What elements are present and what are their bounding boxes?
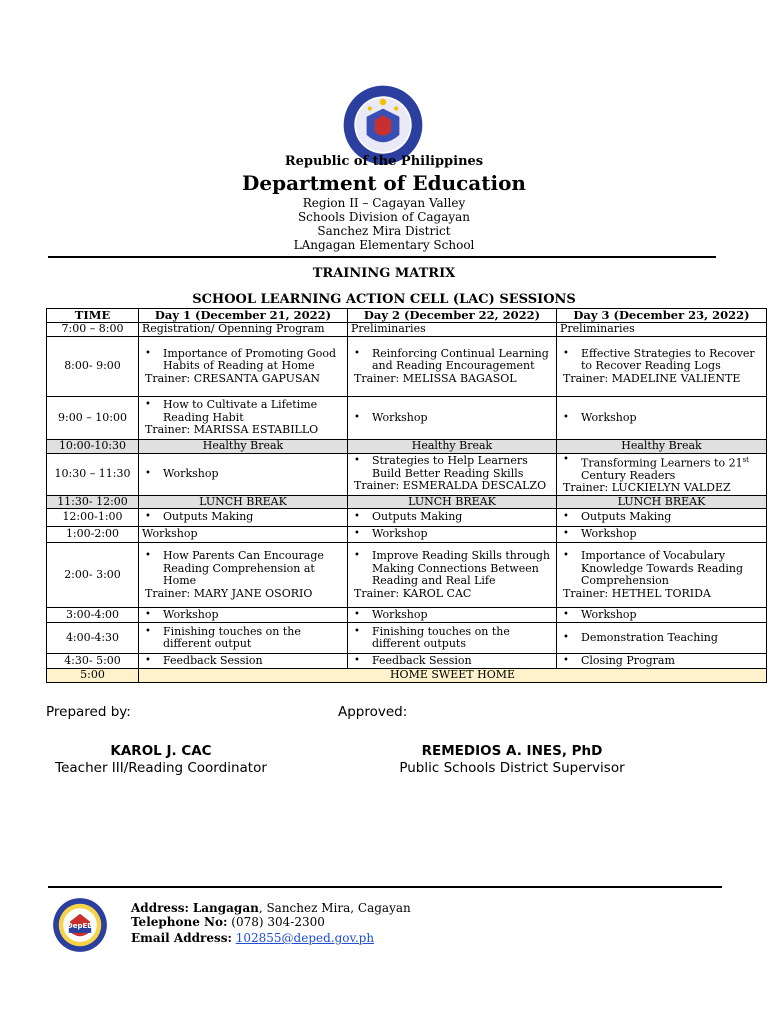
footer-address: Address: Langagan, Sanchez Mira, Cagayan xyxy=(131,901,411,915)
day2-cell: • Finishing touches on the different outputs xyxy=(348,623,557,654)
day3-cell: • Effective Strategies to Recover to Recover Reading Logs Trainer: MADELINE VALIENTE xyxy=(557,337,767,397)
day3-break-cell: LUNCH BREAK xyxy=(557,495,767,509)
break-row xyxy=(47,440,767,454)
day1-cell: • Feedback Session xyxy=(139,654,348,669)
break-row xyxy=(47,495,767,509)
session-topic: Finishing touches on the different output xyxy=(163,624,301,651)
day1-cell: Registration/ Openning Program xyxy=(139,323,348,337)
day1-cell: • Workshop xyxy=(139,453,348,495)
footer-divider xyxy=(48,886,722,888)
time-cell: 4:00-4:30 xyxy=(47,623,139,654)
approved-title: Public Schools District Supervisor xyxy=(399,760,625,776)
session-topic: Workshop xyxy=(581,607,637,621)
table-row xyxy=(47,453,767,495)
email-link[interactable]: 102855@deped.gov.ph xyxy=(235,931,375,945)
trainer-label: Trainer: ESMERALDA DESCALZO xyxy=(354,479,547,493)
time-cell: 12:00-1:00 xyxy=(47,509,139,527)
day2-break-cell: Healthy Break xyxy=(348,440,557,454)
session-topic: Workshop xyxy=(163,466,219,480)
table-header-row xyxy=(47,309,767,323)
table-row xyxy=(47,527,767,543)
day3-cell: • Closing Program xyxy=(557,654,767,669)
time-cell: 11:30- 12:00 xyxy=(47,495,139,509)
deped-logo-text: DepED xyxy=(66,922,94,930)
day2-cell: • Outputs Making xyxy=(348,509,557,527)
time-cell: 10:30 – 11:30 xyxy=(47,453,139,495)
trainer-label: Trainer: KAROL CAC xyxy=(354,586,472,600)
table-row xyxy=(47,337,767,397)
trainer-label: Trainer: CRESANTA GAPUSAN xyxy=(145,371,321,385)
session-topic: Finishing touches on the different outputs xyxy=(372,624,510,651)
session-topic: Closing Program xyxy=(581,653,675,667)
day2-cell: • Workshop xyxy=(348,608,557,623)
time-cell: 3:00-4:00 xyxy=(47,608,139,623)
training-matrix-table xyxy=(46,308,767,683)
day1-cell: • Workshop xyxy=(139,608,348,623)
day3-cell: • Workshop xyxy=(557,608,767,623)
session-topic: Feedback Session xyxy=(372,653,472,667)
day1-cell: Workshop xyxy=(139,527,348,543)
session-topic: Workshop xyxy=(372,607,428,621)
day1-cell: • How to Cultivate a Lifetime Reading Habit Trainer: MARISSA ESTABILLO xyxy=(139,397,348,440)
session-topic: Reinforcing Continual Learning and Reading Encouragement xyxy=(372,346,549,373)
day1-cell: • How Parents Can Encourage Reading Comprehension at Home Trainer: MARY JANE OSORIO xyxy=(139,543,348,608)
session-topic: Workshop xyxy=(163,607,219,621)
day2-break-cell: LUNCH BREAK xyxy=(348,495,557,509)
home-sweet-home-cell: HOME SWEET HOME xyxy=(139,669,767,683)
time-cell: 10:00-10:30 xyxy=(47,440,139,454)
table-row xyxy=(47,623,767,654)
session-topic: Feedback Session xyxy=(163,653,263,667)
day3-break-cell: Healthy Break xyxy=(557,440,767,454)
session-topic: Outputs Making xyxy=(581,510,672,524)
day3-cell: • Importance of Vocabulary Knowledge Towards Reading Comprehension Trainer: HETHEL TORIDA xyxy=(557,543,767,608)
session-topic: Importance of Promoting Good Habits of Reading at Home xyxy=(163,346,337,373)
day3-cell: • Demonstration Teaching xyxy=(557,623,767,654)
district-line: Sanchez Mira District xyxy=(317,224,451,238)
time-cell: 2:00- 3:00 xyxy=(47,543,139,608)
trainer-label: Trainer: MELISSA BAGASOL xyxy=(354,371,517,385)
table-row xyxy=(47,608,767,623)
table-row xyxy=(47,543,767,608)
session-topic: Effective Strategies to Recover to Recover Reading Logs xyxy=(581,346,755,373)
prepared-name: KAROL J. CAC xyxy=(110,743,212,759)
session-topic: Transforming Learners to 21st Century Readers xyxy=(581,455,749,482)
session-topic: Demonstration Teaching xyxy=(581,630,718,644)
time-cell: 7:00 – 8:00 xyxy=(47,323,139,337)
trainer-label: Trainer: HETHEL TORIDA xyxy=(563,586,711,600)
approved-label: Approved: xyxy=(338,704,408,720)
day2-cell: • Workshop xyxy=(348,397,557,440)
time-cell: 5:00 xyxy=(47,669,139,683)
session-topic: Workshop xyxy=(372,527,428,541)
day3-cell: • Transforming Learners to 21st Century Readers Trainer: LUCKIELYN VALDEZ xyxy=(557,453,767,495)
day1-break-cell: LUNCH BREAK xyxy=(139,495,348,509)
division-line: Schools Division of Cagayan xyxy=(297,210,471,224)
header-day3: Day 3 (December 23, 2022) xyxy=(557,309,767,323)
header-divider xyxy=(48,256,716,258)
day3-cell: • Workshop xyxy=(557,397,767,440)
header-day2: Day 2 (December 22, 2022) xyxy=(348,309,557,323)
closing-row xyxy=(47,669,767,683)
day2-cell: • Improve Reading Skills through Making Connections Between Reading and Real Life Trainer: KAROL CAC xyxy=(348,543,557,608)
trainer-label: Trainer: MADELINE VALIENTE xyxy=(563,371,741,385)
time-cell: 9:00 – 10:00 xyxy=(47,397,139,440)
day2-cell: • Strategies to Help Learners Build Better Reading Skills Trainer: ESMERALDA DESCALZO xyxy=(348,453,557,495)
table-row xyxy=(47,397,767,440)
session-topic: Outputs Making xyxy=(163,510,254,524)
day2-cell: • Reinforcing Continual Learning and Reading Encouragement Trainer: MELISSA BAGASOL xyxy=(348,337,557,397)
day3-cell: Preliminaries xyxy=(557,323,767,337)
table-row xyxy=(47,654,767,669)
session-topic: Workshop xyxy=(581,527,637,541)
session-topic: Improve Reading Skills through Making Connections Between Reading and Real Life xyxy=(372,549,550,588)
session-topic: How to Cultivate a Lifetime Reading Habit xyxy=(163,398,318,424)
header-time: TIME xyxy=(47,309,139,323)
matrix-title: TRAINING MATRIX xyxy=(312,266,456,281)
day3-cell: • Outputs Making xyxy=(557,509,767,527)
footer-telephone: Telephone No: (078) 304-2300 xyxy=(131,915,325,929)
republic-line: Republic of the Philippines xyxy=(284,154,484,169)
day1-break-cell: Healthy Break xyxy=(139,440,348,454)
time-cell: 8:00- 9:00 xyxy=(47,337,139,397)
prepared-title: Teacher III/Reading Coordinator xyxy=(55,760,267,776)
footer-email: Email Address: 102855@deped.gov.ph xyxy=(131,931,375,945)
day1-cell: • Outputs Making xyxy=(139,509,348,527)
region-line: Region II – Cagayan Valley xyxy=(302,196,466,210)
department-title: Department of Education xyxy=(242,171,526,195)
trainer-label: Trainer: MARISSA ESTABILLO xyxy=(145,423,319,437)
prepared-by-label: Prepared by: xyxy=(46,704,131,720)
session-topic: Importance of Vocabulary Knowledge Towards Reading Comprehension xyxy=(581,549,744,588)
table-row xyxy=(47,323,767,337)
day3-cell: • Workshop xyxy=(557,527,767,543)
session-topic: Strategies to Help Learners Build Better Reading Skills xyxy=(372,454,528,480)
time-cell: 1:00-2:00 xyxy=(47,527,139,543)
trainer-label: Trainer: LUCKIELYN VALDEZ xyxy=(563,481,731,495)
session-topic: Workshop xyxy=(581,410,637,424)
approved-name: REMEDIOS A. INES, PhD xyxy=(421,743,603,759)
day2-cell: • Feedback Session xyxy=(348,654,557,669)
table-row xyxy=(47,509,767,527)
day2-cell: Preliminaries xyxy=(348,323,557,337)
day1-cell: • Importance of Promoting Good Habits of Reading at Home Trainer: CRESANTA GAPUSAN xyxy=(139,337,348,397)
trainer-label: Trainer: MARY JANE OSORIO xyxy=(145,586,313,600)
day2-cell: • Workshop xyxy=(348,527,557,543)
session-topic: Outputs Making xyxy=(372,510,463,524)
day1-cell: • Finishing touches on the different output xyxy=(139,623,348,654)
lac-subtitle: SCHOOL LEARNING ACTION CELL (LAC) SESSIONS xyxy=(192,292,576,307)
time-cell: 4:30- 5:00 xyxy=(47,654,139,669)
session-topic: How Parents Can Encourage Reading Comprehension at Home xyxy=(163,549,324,588)
header-day1: Day 1 (December 21, 2022) xyxy=(139,309,348,323)
school-line: LAngagan Elementary School xyxy=(293,238,475,252)
session-topic: Workshop xyxy=(372,410,428,424)
